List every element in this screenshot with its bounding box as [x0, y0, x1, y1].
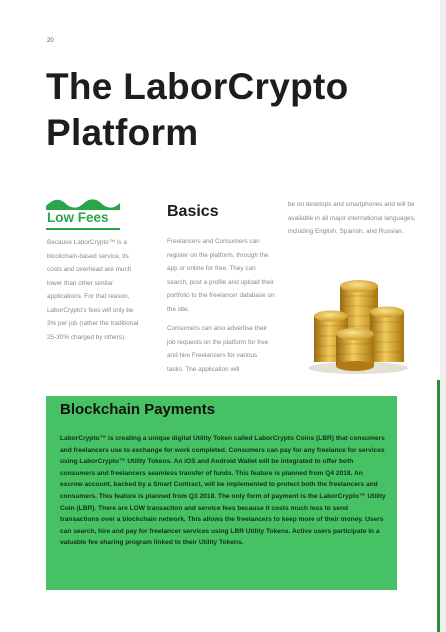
blockchain-payments-box — [46, 396, 397, 590]
basics-heading: Basics — [167, 203, 219, 220]
basics-paragraph-3: be on desktops and smartphones and will be available in all major international languages, including English, Spanish, and Russian. — [288, 201, 416, 235]
page-edge — [440, 0, 446, 632]
low-fees-heading: Low Fees — [47, 210, 109, 225]
page-title: The LaborCrypto Platform — [46, 66, 349, 154]
gold-coins-image — [300, 276, 410, 376]
page-number: 20 — [47, 38, 54, 44]
basics-paragraph-1: Freelancers and Consumers can register on the platform, through the app or online for free. They can search, post a profile and upload their portfolio to the freelancer database on the site. — [167, 238, 275, 313]
low-fees-text: Because LaborCrypto™ is a blockchain-based service, its costs and overhead are much lower than other similar applications. For that reason, LaborCrypto's fees will only be 3% per job (rather the traditional 25-30% charged by others). — [47, 239, 139, 341]
wave-icon — [46, 198, 120, 210]
blockchain-payments-heading: Blockchain Payments — [60, 401, 216, 418]
low-fees-underline — [46, 228, 120, 230]
page-edge-accent — [437, 380, 440, 632]
basics-paragraph-2: Consumers can also advertise their job requests on the platform for free and hire Freelancers for various tasks. The application will — [167, 325, 269, 373]
blockchain-payments-text: LaborCrypto™ is creating a unique digital Utility Token called LaborCrypto Coins (LBR) that consumers and freelancers use to exchange for work completed. Consumers can pay for any freelance for services using LaborCrypto™ Utility Tokens. An iOS and Android Wallet will be integrated to offer both consumers and freelancers seamless transfer of funds. This feature is planned from Q4 2018. An escrow account, backed by a Smart Contract, will be implemented to protect both the freelancers and consumers. This feature is planned from Q3 2018. The only form of payment is the LaborCrypto™ Utility Coin (LBR). There are LOW transaction and service fees because it costs much less to send transactions over a blockchain network. This allows the freelancers to keep more of their money. Users can search, hire and pay for freelancer services using LBR Utility Tokens. Active users participate in a valuable fee sharing program linked to their Utility Tokens. — [60, 435, 386, 547]
